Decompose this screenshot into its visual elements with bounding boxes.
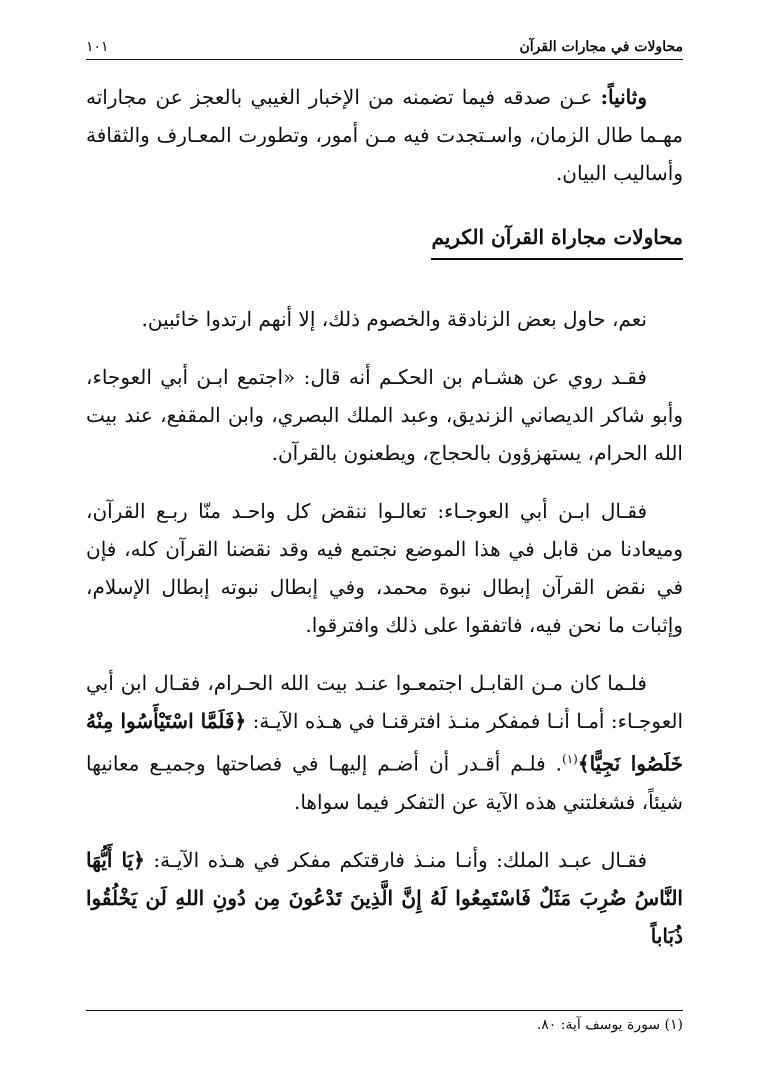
page-number: ١٠١: [86, 39, 109, 55]
paragraph-text: فلـما كان مـن القابـل اجتمعـوا عنـد بيت الله الحـرام، فقـال ابن أبي العوجـاء: أمـا أنـا فمفكر منـذ افترقنـا في هـذه الآيـة:: [86, 671, 683, 733]
paragraph-second-verse: [86, 841, 683, 955]
page-body: [86, 78, 683, 975]
section-heading: محاولات مجاراة القرآن الكريم: [431, 218, 683, 260]
paragraph-text: عـن صدقه فيما تضمنه من الإخبار الغيبي بالعجز عن مجاراته مهـما طال الزمان، واسـتجدت فيه مـن أمور، وتطورت المعـارف والثقافة وأساليب البيان.: [86, 85, 683, 185]
paragraph-lead: وثانياً:: [600, 85, 647, 109]
section-heading-wrap: [86, 212, 683, 282]
quran-verse: ﴿يَا أَيُّهَا النَّاسُ ضُرِبَ مَثَلٌ فَاسْتَمِعُوا لَهُ إِنَّ الَّذِينَ تَدْعُونَ مِن دُونِ اللهِ لَن يَخْلُقُوا ذُبَاباً: [86, 847, 683, 948]
paragraph-first-verse: [86, 664, 683, 821]
footnote-marker[interactable]: (١): [562, 752, 578, 766]
paragraph-intro: نعم، حاول بعض الزنادقة والخصوم ذلك، إلا أنهم ارتدوا خائبين.: [141, 307, 647, 331]
footnote-item: (١) سورة يوسف آية: ٨٠.: [536, 1017, 683, 1033]
paragraph-text: . فلـم أقـدر أن أضـم إليهـا في فصاحتها وجميـع معانيها شيئاً، فشغلتني هذه الآية عن التفكر فيما سواها.: [86, 751, 683, 814]
paragraph-secondly: [86, 78, 683, 192]
running-header-title: محاولات في مجارات القرآن: [519, 39, 683, 55]
paragraph-text: فقـال عبـد الملك: وأنـا منـذ فارقتكم مفكر في هـذه الآيـة:: [144, 847, 648, 872]
paragraph-narration: فقـد روي عن هشـام بن الحكـم أنه قال: «اجتمع ابـن أبي العوجاء، وأبو شاكر الديصاني الزنديق، وعبد الملك البصري، وابن المقفع، عند بيت الله الحرام، يستهزؤون بالحجاج، ويطعنون بالقرآن.: [86, 365, 683, 465]
paragraph-proposal: فقـال ابـن أبي العوجـاء: تعالـوا ننقض كل واحـد منّا ربـع القرآن، وميعادنا من قابل في هذا الموضع نجتمع فيه وقد نقضنا القرآن كله، فإن في نقض القرآن إبطال نبوة محمد، وفي إبطال نبوته إبطال الإسلام، وإثبات ما نحن فيه، فاتفقوا على ذلك وافترقوا.: [86, 499, 683, 637]
footnotes: [86, 1010, 683, 1033]
running-header: [86, 30, 683, 60]
quran-verse: ﴿فَلَمَّا اسْتَيْأَسُوا مِنْهُ خَلَصُوا نَجِيًّا﴾: [86, 709, 683, 776]
